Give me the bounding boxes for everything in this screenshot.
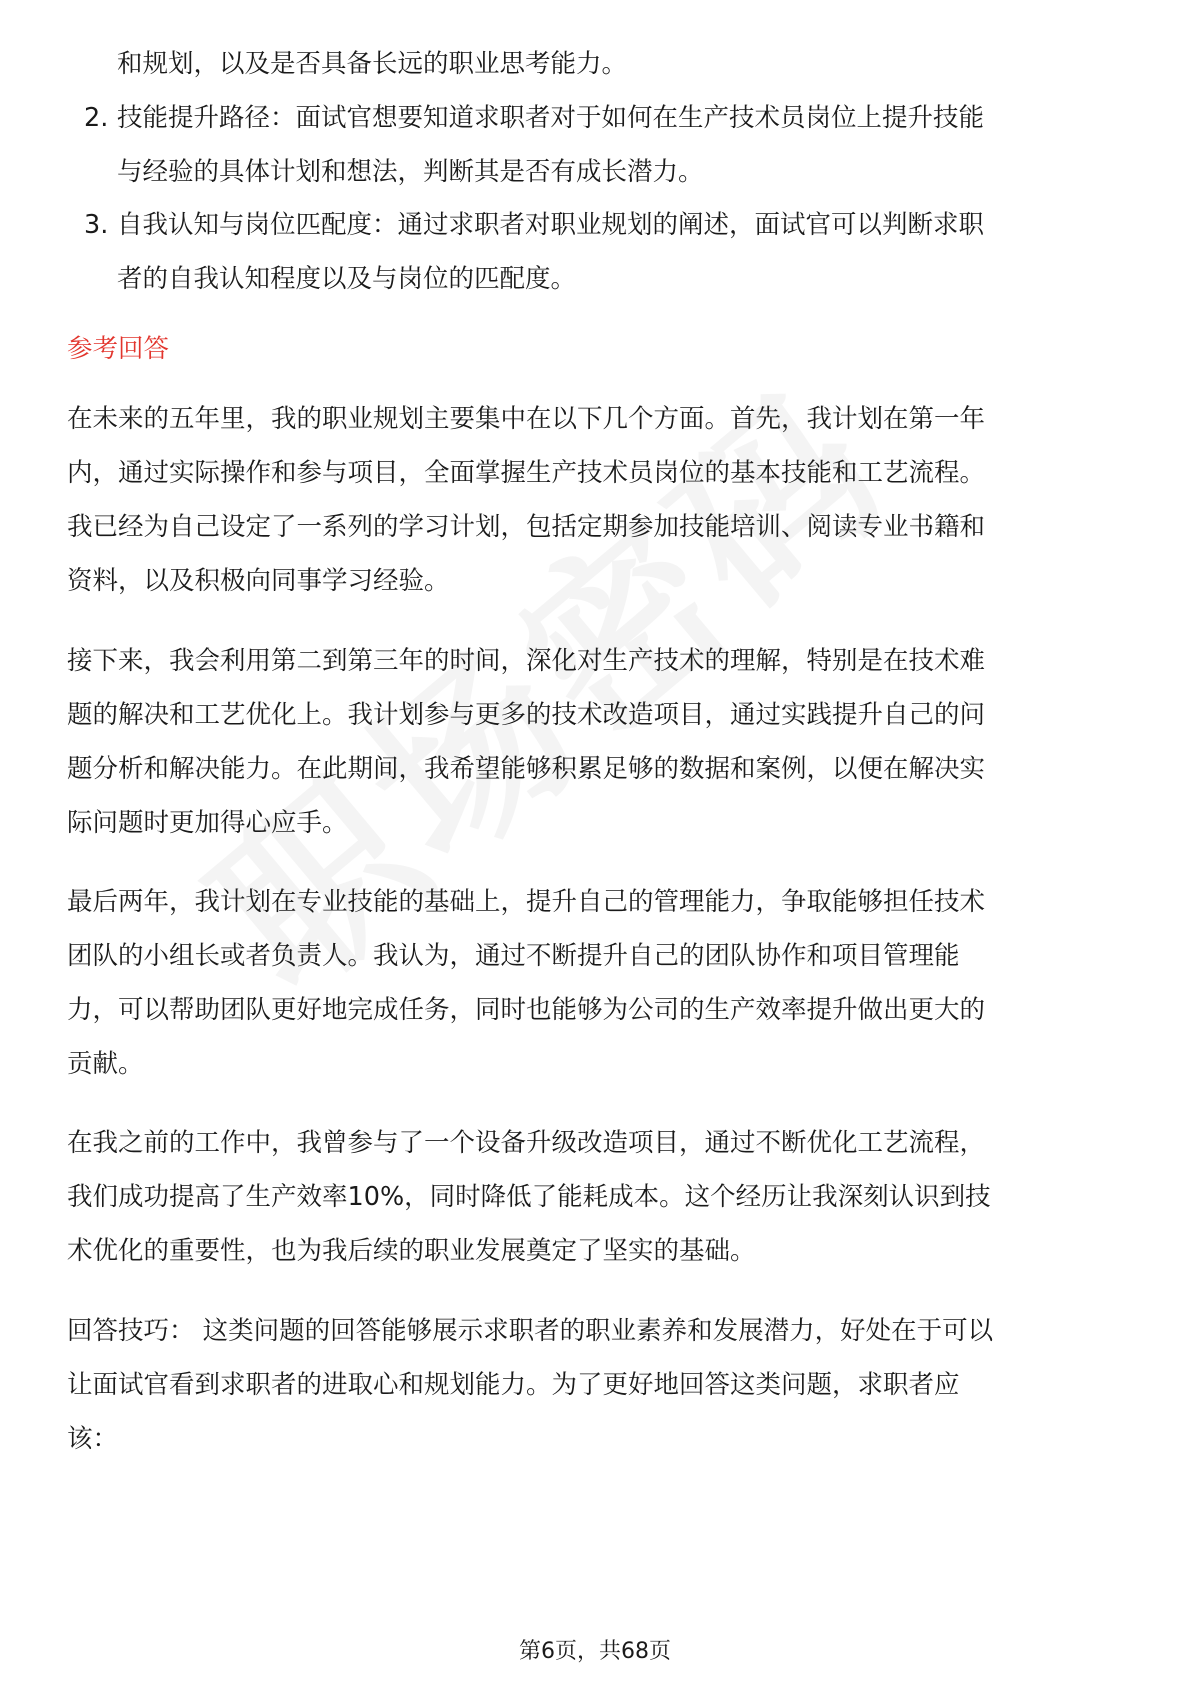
paragraph-3-line-3: 力，可以帮助团队更好地完成任务，同时也能够为公司的生产效率提升做出更大的 [67,995,986,1025]
paragraph-2-line-4: 际问题时更加得心应手。 [67,808,348,838]
paragraph-4-line-2: 我们成功提高了生产效率10%，同时降低了能耗成本。这个经历让我深刻认识到技 [67,1182,991,1212]
list-item-1-continuation: 和规划，以及是否具备长远的职业思考能力。 [117,49,628,79]
paragraph-2-line-2: 题的解决和工艺优化上。我计划参与更多的技术改造项目，通过实践提升自己的问 [67,700,986,730]
list-item-2-line2: 与经验的具体计划和想法，判断其是否有成长潜力。 [117,157,704,187]
paragraph-1-line-4: 资料，以及积极向同事学习经验。 [67,566,450,596]
paragraph-1-line-3: 我已经为自己设定了一系列的学习计划，包括定期参加技能培训、阅读专业书籍和 [67,512,986,542]
paragraph-1-line-2: 内，通过实际操作和参与项目，全面掌握生产技术员岗位的基本技能和工艺流程。 [67,458,986,488]
paragraph-2-line-1: 接下来，我会利用第二到第三年的时间，深化对生产技术的理解，特别是在技术难 [67,646,986,676]
list-item-2-line1: 技能提升路径：面试官想要知道求职者对于如何在生产技术员岗位上提升技能 [117,103,985,133]
paragraph-5-line-1: 回答技巧： 这类问题的回答能够展示求职者的职业素养和发展潜力，好处在于可以 [67,1316,994,1346]
list-item-3-line2: 者的自我认知程度以及与岗位的匹配度。 [117,264,577,294]
section-heading: 参考回答 [67,334,170,364]
paragraph-3-line-4: 贡献。 [67,1049,144,1079]
paragraph-1-line-1: 在未来的五年里，我的职业规划主要集中在以下几个方面。首先，我计划在第一年 [67,404,986,434]
paragraph-2-line-3: 题分析和解决能力。在此期间，我希望能够积累足够的数据和案例，以便在解决实 [67,754,986,784]
paragraph-4-line-1: 在我之前的工作中，我曾参与了一个设备升级改造项目，通过不断优化工艺流程， [67,1128,986,1158]
paragraph-3-line-2: 团队的小组长或者负责人。我认为，通过不断提升自己的团队协作和项目管理能 [67,941,960,971]
paragraph-3-line-1: 最后两年，我计划在专业技能的基础上，提升自己的管理能力，争取能够担任技术 [67,887,986,917]
paragraph-4-line-3: 术优化的重要性，也为我后续的职业发展奠定了坚实的基础。 [67,1236,756,1266]
paragraph-5-line-2: 让面试官看到求职者的进取心和规划能力。为了更好地回答这类问题，求职者应 [67,1370,960,1400]
list-item-3-number: 3. [84,210,109,240]
list-item-2-number: 2. [84,103,109,133]
page-footer: 第6页，共68页 [519,1639,671,1664]
paragraph-5-line-3: 该： [67,1424,119,1454]
list-item-3-line1: 自我认知与岗位匹配度：通过求职者对职业规划的阐述，面试官可以判断求职 [117,210,985,240]
